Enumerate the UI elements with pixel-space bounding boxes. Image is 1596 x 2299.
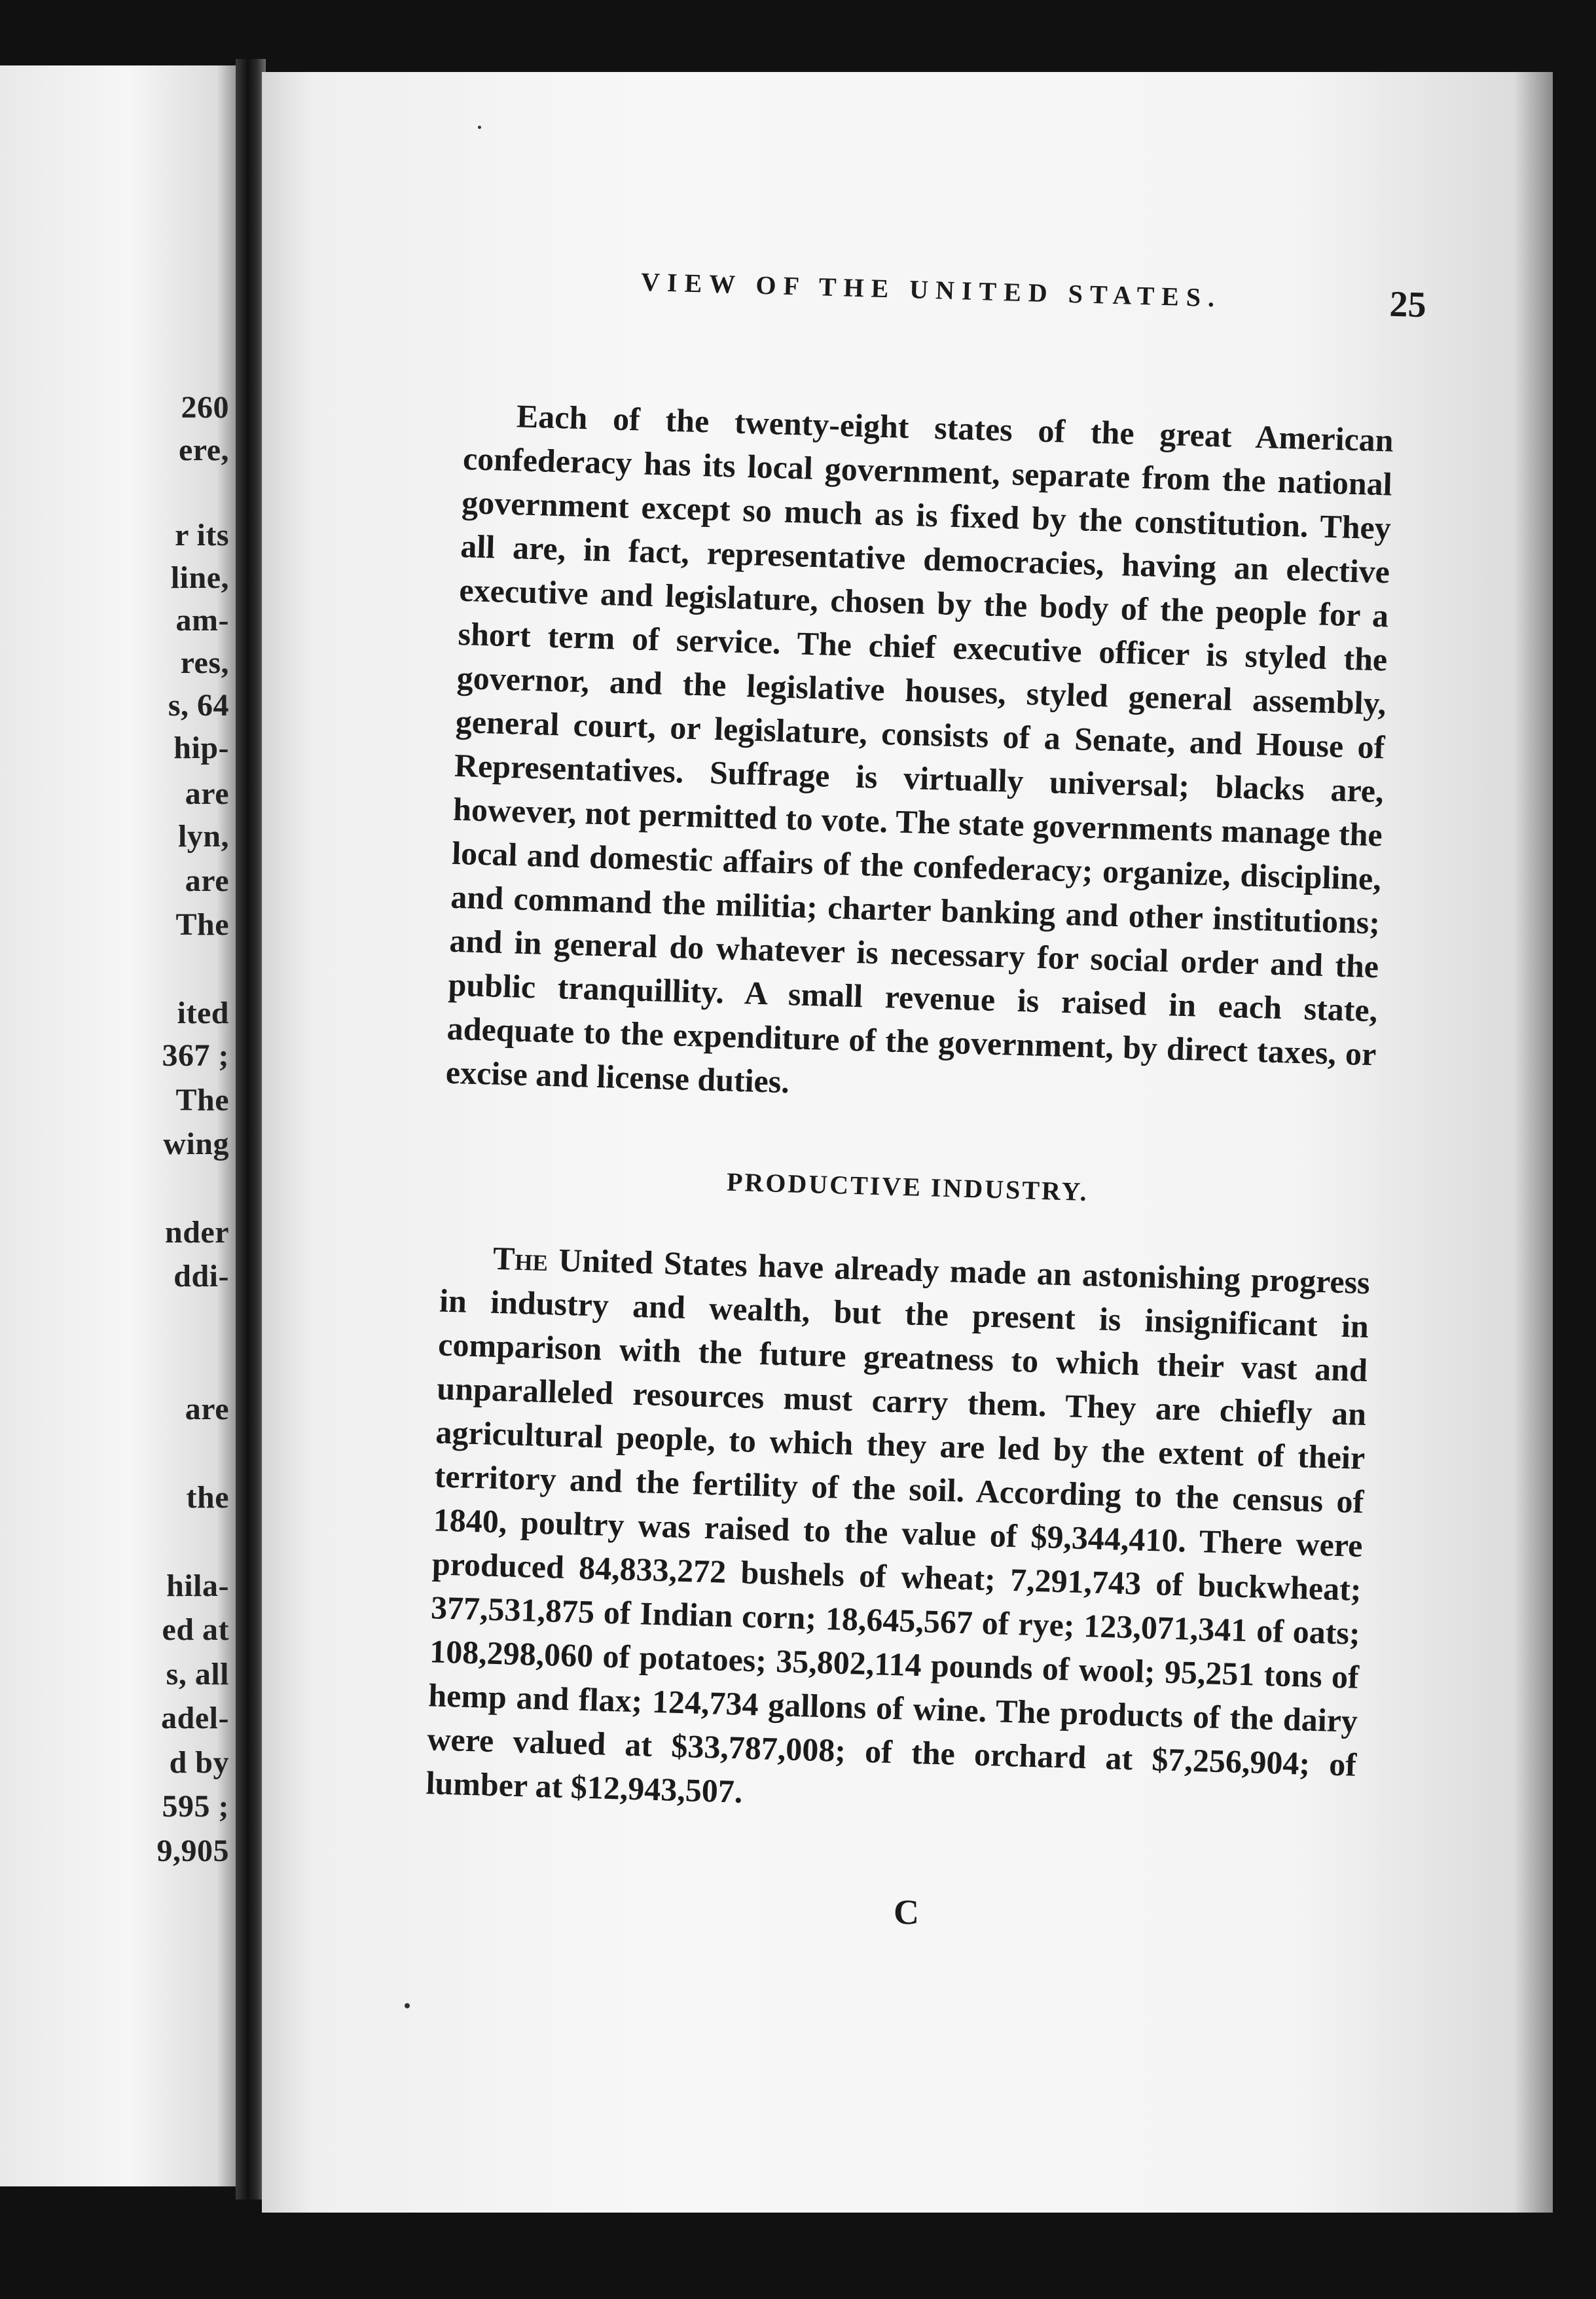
facing-page-fragment: s, 64 [168,688,229,723]
facing-page-fragment: 367 ; [162,1038,229,1073]
facing-page [0,65,236,2186]
ink-speck [478,126,481,129]
facing-page-fragment: 9,905 [156,1834,229,1868]
paragraph-productive-industry [426,1235,1371,1830]
facing-page-fragment: ited [177,996,229,1030]
facing-page-fragment: are [185,1392,229,1426]
paragraph-lead-word: The [492,1239,549,1278]
facing-page-fragment: 595 ; [162,1789,229,1824]
facing-page-fragment: ddi- [173,1259,229,1294]
ink-speck [405,2003,410,2008]
facing-page-fragment: hila- [166,1568,229,1603]
section-heading: PRODUCTIVE INDUSTRY. [726,1167,1089,1207]
facing-page-fragment: the [186,1480,229,1515]
page-number: 25 [1388,283,1427,326]
paragraph-state-governments: Each of the twenty-eight states of the great American confederacy has its local government, separate from the national government except so much as is fixed by the constitution. They all are, in fact, representative democracies, having an elective executive and legislature, chosen by the body of the people for a short term of service. The chief executive officer is styled the governor, and the legislative houses, styled general assembly, general court, or legislature, consists of a Senate, and House of Representatives. Suffrage is virtually universal; blacks are, however, not permitted to vote. The state governments manage the local and domestic affairs of the confederacy; organize, discipline, and command the militia; charter banking and other institutions; and in general do whatever is necessary for social order and the public tranquillity. A small revenue is raised in each state, adequate to the expenditure of the government, by direct taxes, or excise and license duties. [445,397,1394,1100]
facing-page-fragment: lyn, [177,819,229,854]
facing-page-fragment: nder [165,1215,229,1250]
facing-page-fragment: adel- [161,1701,229,1735]
facing-page-fragment: hip- [173,731,229,765]
facing-page-fragment: res, [180,645,229,680]
facing-page-fragment: d by [169,1745,229,1780]
facing-page-fragment: wing [163,1127,229,1161]
running-title: VIEW OF THE UNITED STATES. [640,266,1222,313]
facing-page-fragment: ere, [178,433,229,467]
facing-page-fragment: are [185,776,229,811]
facing-page-fragment: am- [175,603,229,638]
facing-page-fragment: ed at [162,1612,229,1647]
facing-page-fragment: are [185,863,229,898]
facing-page-fragment: 260 [181,390,229,425]
signature-mark: C [894,1892,919,1932]
facing-page-fragment: The [175,907,229,942]
page-text [426,393,1394,1831]
facing-page-fragment: r its [175,518,229,552]
paragraph-body: United States have already made an astonishing progress in industry and wealth, but the present is insignificant in comparison with the future greatness to which their vast and unparalleled resources must carry them. They are chiefly an agricultural people, to which they are led by the extent of their territory and the fertility of the soil. According to the census of 1840, poultry was raised to the value of $9,344,410. There were produced 84,833,272 bushels of wheat; 7,291,743 of buckwheat; 377,531,875 of Indian corn; 18,645,567 of rye; 123,071,341 of oats; 108,298,060 of potatoes; 35,802,114 pounds of wool; 95,251 tons of hemp and flax; 124,734 gallons of wine. The products of the dairy were valued at $33,787,008; of the orchard at $7,256,904; of lumber at $12,943,507. [425,1241,1371,1810]
facing-page-fragment: The [175,1083,229,1117]
facing-page-fragment: s, all [166,1657,229,1692]
facing-page-fragment: line, [170,560,229,595]
